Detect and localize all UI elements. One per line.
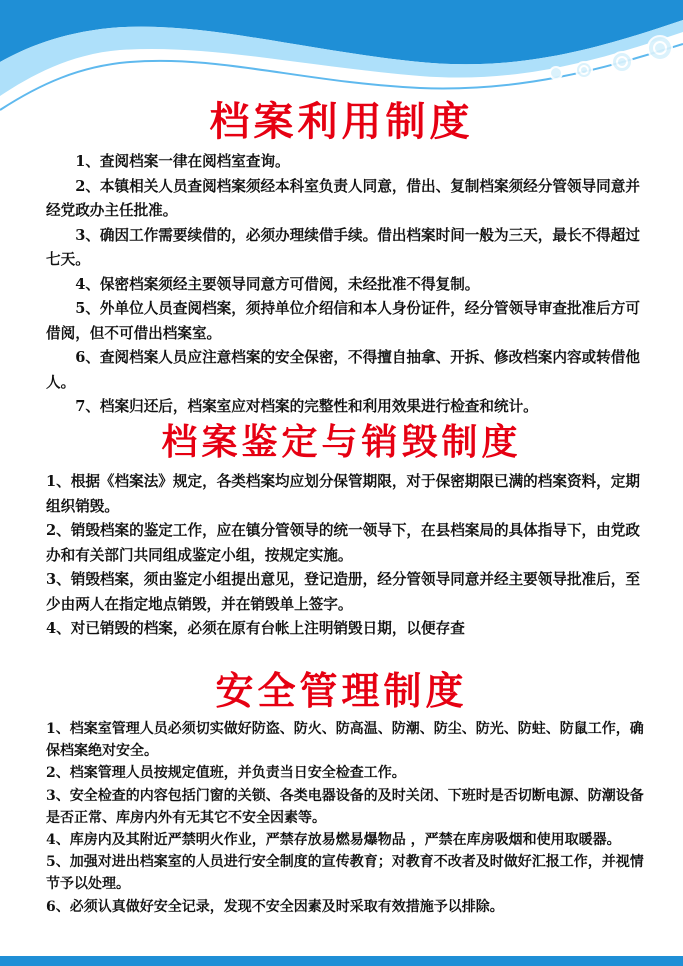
section1-item: 4、保密档案须经主要领导同意方可借阅，未经批准不得复制。 bbox=[75, 275, 480, 293]
section1-item: 6、查阅档案人员应注意档案的安全保密，不得擅自抽拿、开拆、修改档案内容或转借他人。 bbox=[46, 349, 640, 391]
section1-item: 5、外单位人员查阅档案，须持单位介绍信和本人身份证件，经分管领导审查批准后方可借阅，但不可借出档案室。 bbox=[46, 300, 640, 342]
section3-title: 安全管理制度 bbox=[215, 669, 468, 713]
section3-item: 3、安全检查的内容包括门窗的关锁、各类电器设备的及时关闭、下班时是否切断电源、防潮设备是否正常、库房内外有无其它不安全因素等。 bbox=[46, 787, 644, 826]
section1-title: 档案利用制度 bbox=[209, 99, 474, 145]
section1-item: 1、查阅档案一律在阅档室查询。 bbox=[75, 153, 290, 170]
section3-item: 4、库房内及其附近严禁明火作业，严禁存放易燃易爆物品 ，严禁在库房吸烟和使用取暖器。 bbox=[46, 832, 621, 849]
section2-item: 3、销毁档案，须由鉴定小组提出意见，登记造册，经分管领导同意并经主要领导批准后，至少由两人在指定地点销毁，并在销毁单上签字。 bbox=[46, 571, 640, 613]
section3-item: 1、档案室管理人员必须切实做好防盗、防火、防高温、防潮、防尘、防光、防蛀、防鼠工作，确保档案绝对安全。 bbox=[46, 721, 644, 760]
section3-item: 2、档案管理人员按规定值班，并负责当日安全检查工作。 bbox=[46, 765, 406, 782]
section2-title: 档案鉴定与销毁制度 bbox=[161, 422, 522, 463]
section2-item: 4、对已销毁的档案，必须在原有台帐上注明销毁日期，以便存查 bbox=[46, 620, 465, 637]
section2-item: 2、销毁档案的鉴定工作，应在镇分管领导的统一领导下，在县档案局的具体指导下，由党政办和有关部门共同组成鉴定小组，按规定实施。 bbox=[46, 522, 640, 564]
section3-list bbox=[46, 718, 646, 918]
section3-item: 6、必须认真做好安全记录，发现不安全因素及时采取有效措施予以排除。 bbox=[46, 898, 504, 915]
section1-item: 7、档案归还后，档案室应对档案的完整性和利用效果进行检查和统计。 bbox=[75, 398, 538, 415]
section1-item: 3、确因工作需要续借的，必须办理续借手续。借出档案时间一般为三天，最长不得超过七天。 bbox=[46, 226, 640, 268]
section3-item: 5、加强对进出档案室的人员进行安全制度的宣传教育；对教育不改者及时做好汇报工作，并视情节予以处理。 bbox=[46, 854, 644, 893]
section1-list bbox=[46, 150, 646, 420]
section2-list bbox=[46, 470, 646, 642]
section1-item: 2、本镇相关人员查阅档案须经本科室负责人同意，借出、复制档案须经分管领导同意并经党政办主任批准。 bbox=[46, 177, 640, 219]
section2-item: 1、根据《档案法》规定，各类档案均应划分保管期限，对于保密期限已满的档案资料，定期组织销毁。 bbox=[46, 473, 640, 515]
